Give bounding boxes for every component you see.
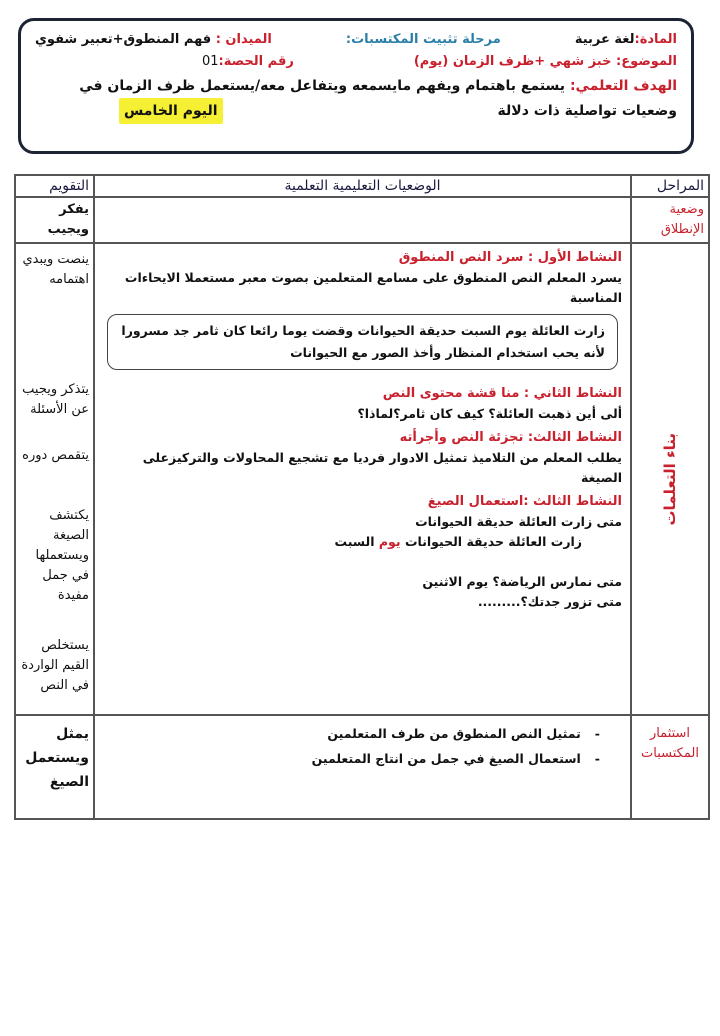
header-row-1	[35, 29, 677, 51]
situations-start	[94, 197, 631, 243]
invest-items	[94, 715, 631, 819]
subject-field	[575, 29, 677, 51]
narrative-line1: زارت العائلة يوم السبت حديقة الحيوانات وقضت يوما رائعا كان ثامر جد مسرورا	[121, 323, 605, 338]
activity-2-text: ألى أين ذهبت العائلة؟ كيف كان ثامر؟لماذا؟	[357, 406, 622, 421]
activity-1	[103, 248, 622, 308]
stage-build-cell	[631, 243, 709, 715]
objective-field	[35, 75, 677, 98]
topic-label: الموضوع:	[616, 54, 677, 69]
phase-field	[346, 29, 501, 51]
table-header-row	[15, 175, 709, 197]
bullet-dash: -	[594, 726, 600, 741]
evaluation-start: يفكر ويجيب	[15, 197, 94, 243]
activity-2-title: النشاط الثاني : منا قشة محتوى النص	[382, 386, 622, 401]
session-value: 01	[201, 54, 219, 69]
stage-start: وضعية الإنطلاق	[631, 197, 709, 243]
table-row-build	[15, 243, 709, 715]
activity-3	[103, 428, 622, 488]
subject-label: المادة:	[634, 32, 677, 47]
domain-field	[35, 29, 272, 51]
stage-invest: استثمار المكتسبات	[631, 715, 709, 819]
lesson-header-card	[18, 18, 694, 154]
activity-1-title: النشاط الأول : سرد النص المنطوق	[398, 250, 622, 265]
activity-4-q1: متى زارت العائلة حديقة الحيوانات	[415, 514, 622, 529]
activity-3-title: النشاط الثالث: تجزئة النص وأجرأته	[399, 430, 622, 445]
activity-4-a1	[103, 532, 582, 552]
table-row-invest	[15, 715, 709, 819]
domain-label: الميدان :	[215, 32, 272, 47]
topic-field	[414, 51, 677, 73]
topic-value: خبز شهي +ظرف الزمان (يوم)	[413, 54, 612, 69]
invest-item	[103, 724, 600, 744]
column-header-evaluation: التقويم	[15, 175, 94, 197]
evaluation-recall: يتذكر ويجيب عن الأسئلة	[22, 382, 89, 417]
narrative-text-box	[107, 314, 618, 370]
session-label: رقم الحصة:	[218, 54, 294, 69]
column-header-situations: الوضعيات التعليمية التعلمية	[94, 175, 631, 197]
evaluation-listen: ينصت ويبدي اهتمامه	[22, 252, 89, 287]
evaluation-discover: يكتشف الصيغة ويستعملها في جمل مفيدة	[35, 508, 89, 603]
evaluation-roleplay: يتقمص دوره	[22, 448, 89, 463]
day-badge: اليوم الخامس	[119, 98, 223, 124]
session-field	[202, 51, 294, 73]
phase-label: مرحلة تثبيت المكتسبات:	[345, 32, 501, 47]
situations-build	[94, 243, 631, 715]
objective-line2: وضعيات تواصلية ذات دلالة	[497, 103, 677, 119]
evaluation-invest: يمثل ويستعمل الصيغ	[15, 715, 94, 819]
bullet-dash: -	[594, 751, 600, 766]
activity-3-text: يطلب المعلم من التلاميذ تمثيل الادوار فرديا مع تشجيع المحاولات والتركيزعلى الصيغة	[142, 450, 622, 485]
activity-1-text: يسرد المعلم النص المنطوق على مسامع المتعلمين بصوت معبر مستعملا الايحاءات المناسبة	[124, 270, 622, 305]
activity-2	[103, 384, 622, 424]
subject-value: لغة عربية	[574, 32, 635, 47]
spacer	[103, 552, 622, 572]
evaluations-build	[15, 243, 94, 715]
column-header-stages: المراحل	[631, 175, 709, 197]
objective-line1: يستمع باهتمام ويفهم مايسمعه ويتفاعل معه/يستعمل ظرف الزمان في	[79, 78, 566, 94]
activity-4-a1-prefix: زارت العائلة حديقة الحيوانات	[404, 534, 582, 549]
domain-value: فهم المنطوق+تعبير شفوي	[35, 32, 212, 47]
header-row-2	[35, 51, 677, 73]
invest-item-text: استعمال الصيغ في جمل من انتاج المتعلمين	[311, 751, 581, 766]
activity-4-a1-highlight: يوم	[378, 534, 401, 549]
narrative-line2: لأنه يحب استخدام المنظار وأخذ الصور مع الحيوانات	[290, 345, 605, 360]
table-row-start	[15, 197, 709, 243]
activity-4-a1-suffix: السبت	[334, 534, 375, 549]
lesson-table	[14, 174, 710, 820]
stage-build: بناء التعلمات	[661, 432, 679, 526]
invest-item	[103, 749, 600, 769]
activity-4-title: النشاط الثالث :استعمال الصيغ	[427, 494, 622, 509]
invest-item-text: تمثيل النص المنطوق من طرف المتعلمين	[327, 726, 581, 741]
header-row-4	[35, 98, 677, 124]
activity-4	[103, 492, 622, 612]
objective-label: الهدف التعلمي:	[569, 78, 677, 94]
evaluation-values: يستخلص القيم الواردة في النص	[21, 638, 89, 693]
activity-4-q3: متى تزور جدتك؟.........	[477, 594, 622, 609]
activity-4-q2: متى نمارس الرياضة؟ يوم الاثنين	[422, 574, 622, 589]
